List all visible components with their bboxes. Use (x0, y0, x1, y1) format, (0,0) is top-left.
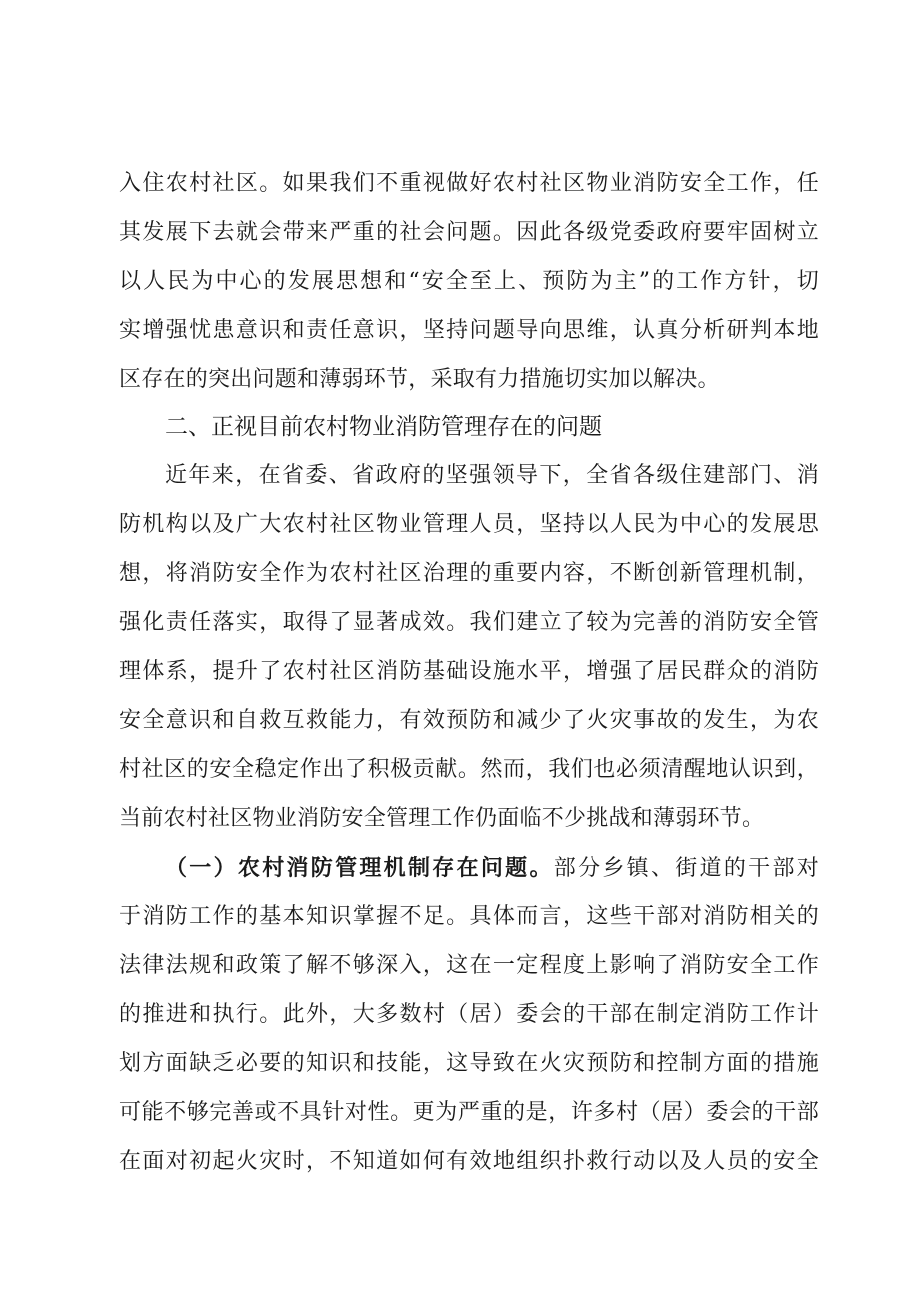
para2-line-5: 理体系，提升了农村社区消防基础设施水平，增强了居民群众的消防 (119, 659, 819, 684)
section-heading: 二、正视目前农村物业消防管理存在的问题 (165, 414, 602, 440)
para2-line-6: 安全意识和自救互救能力，有效预防和减少了火灾事故的发生，为农 (119, 708, 819, 733)
para3-lead-rest: 部分乡镇、街道的干部对 (553, 856, 819, 881)
para2-line-8: 当前农村社区物业消防安全管理工作仍面临不少挑战和薄弱环节。 (119, 806, 765, 831)
para2-line-7: 村社区的安全稳定作出了积极贡献。然而，我们也必须清醒地认识到， (119, 757, 819, 782)
para3-line-7: 在面对初起火灾时，不知道如何有效地组织扑救行动以及人员的安全 (119, 1149, 819, 1174)
para1-line-2: 其发展下去就会带来严重的社会问题。因此各级党委政府要牢固树立 (119, 220, 819, 245)
para1-line-5: 区存在的突出问题和薄弱环节，采取有力措施切实加以解决。 (119, 367, 720, 392)
para3-line-5: 划方面缺乏必要的知识和技能，这导致在火灾预防和控制方面的措施 (119, 1051, 819, 1076)
para3-line-6: 可能不够完善或不具针对性。更为严重的是，许多村（居）委会的干部 (119, 1100, 819, 1125)
para1-line-4: 实增强忧患意识和责任意识，坚持问题导向思维，认真分析研判本地 (119, 318, 819, 343)
para3-line-2: 于消防工作的基本知识掌握不足。具体而言，这些干部对消防相关的 (119, 904, 819, 929)
para2-line-4: 强化责任落实，取得了显著成效。我们建立了较为完善的消防安全管 (119, 610, 819, 635)
para3-line-4: 的推进和执行。此外，大多数村（居）委会的干部在制定消防工作计 (119, 1002, 819, 1027)
para2-line-2: 防机构以及广大农村社区物业管理人员，坚持以人民为中心的发展思 (119, 512, 819, 537)
para1-line-3: 以人民为中心的发展思想和“安全至上、预防为主”的工作方针，切 (119, 269, 819, 294)
para1-line-1: 入住农村社区。如果我们不重视做好农村社区物业消防安全工作，任 (119, 171, 819, 196)
para2-line-3: 想，将消防安全作为农村社区治理的重要内容，不断创新管理机制， (119, 561, 819, 586)
para3-line-3: 法律法规和政策了解不够深入，这在一定程度上影响了消防安全工作 (119, 953, 819, 978)
para3-bold-lead: （一）农村消防管理机制存在问题。 (165, 855, 554, 881)
para3-line-1 (165, 853, 819, 884)
para2-line-1: 近年来，在省委、省政府的坚强领导下，全省各级住建部门、消 (165, 463, 819, 488)
